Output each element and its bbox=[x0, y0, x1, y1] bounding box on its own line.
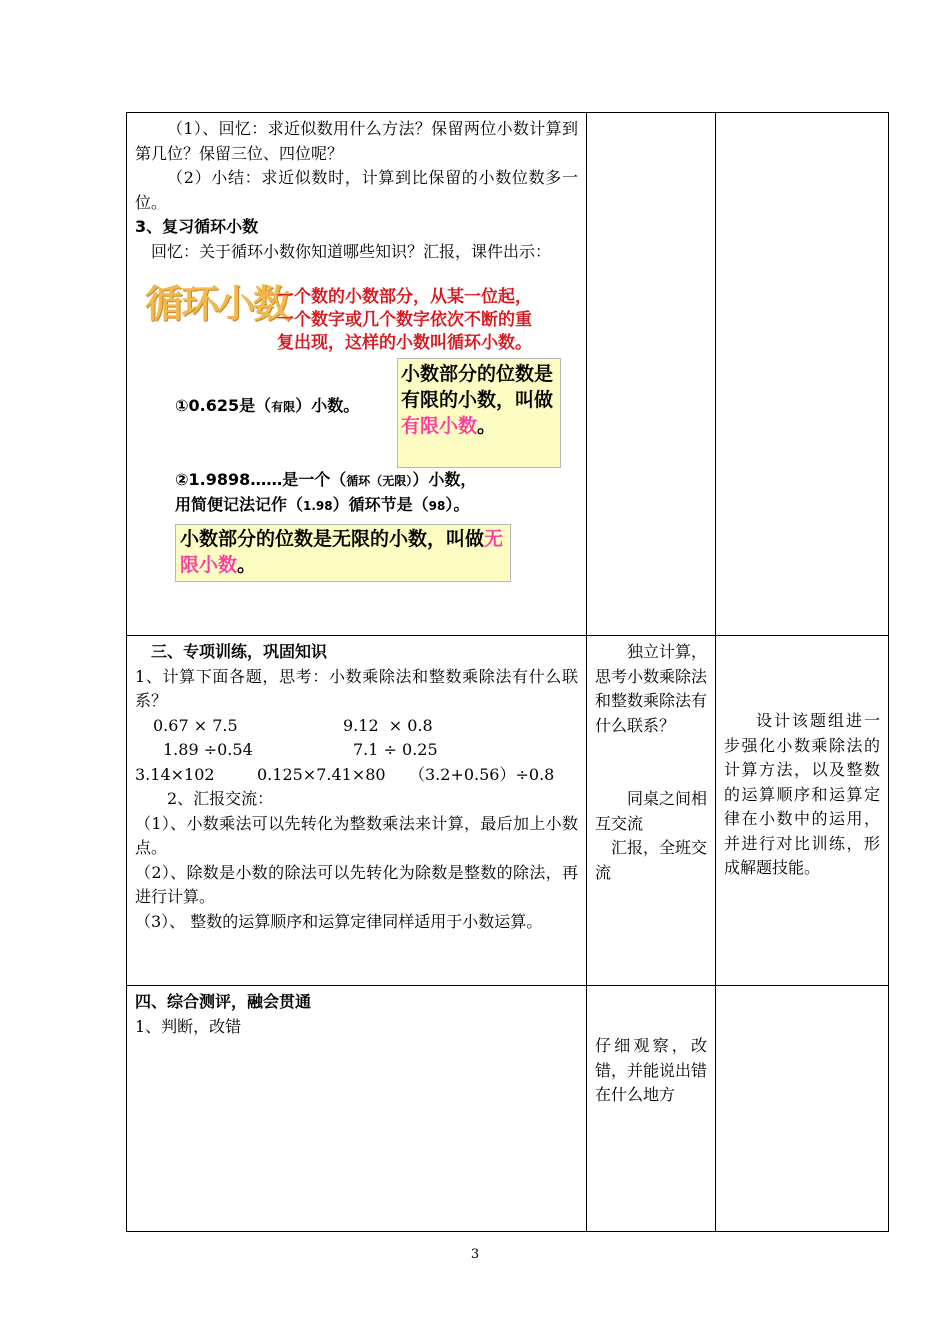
calc-row bbox=[135, 763, 578, 788]
student-activity-cell bbox=[587, 636, 716, 986]
q2-line2-start: 用简便记法记作（ bbox=[175, 495, 304, 514]
student-activity-cell bbox=[587, 113, 716, 636]
calc-item: 0.125×7.41×80 bbox=[257, 764, 386, 784]
teaching-process-cell bbox=[127, 113, 587, 636]
student-activity-text: 同桌之间相互交流 bbox=[595, 789, 708, 833]
finite-decimal-box bbox=[397, 358, 561, 468]
calc-row bbox=[135, 714, 578, 739]
summary-text: （2）小结：求近似数时，计算到比保留的小数位数多一位。 bbox=[135, 168, 578, 212]
infinite-decimal-box bbox=[175, 524, 511, 582]
summary-point: （2）、除数是小数的除法可以先转化为除数是整数的除法，再进行计算。 bbox=[135, 862, 578, 906]
question-1 bbox=[175, 394, 389, 419]
calc-item: （3.2+0.56）÷0.8 bbox=[409, 764, 555, 784]
recall-question: （1）、回忆：求近似数用什么方法？保留两位小数计算到第几位？保留三位、四位呢？ bbox=[135, 119, 578, 163]
student-activity-text: 汇报，全班交流 bbox=[595, 838, 708, 882]
summary-point: （1）、小数乘法可以先转化为整数乘法来计算，最后加上小数点。 bbox=[135, 813, 578, 857]
table-row bbox=[127, 986, 889, 1232]
task-text: 1、判断，改错 bbox=[135, 1016, 242, 1036]
teaching-process-cell bbox=[127, 636, 587, 986]
calc-item: 3.14×102 bbox=[135, 764, 215, 784]
design-intent-cell bbox=[716, 986, 889, 1232]
highlight-term: 有限小数 bbox=[401, 415, 478, 437]
calc-row bbox=[135, 738, 578, 763]
q2-line2-end: ）。 bbox=[445, 495, 470, 514]
design-intent-cell bbox=[716, 636, 889, 986]
teaching-process-cell bbox=[127, 986, 587, 1232]
q2-start: ②1.9898……是一个（ bbox=[175, 470, 347, 489]
table-row bbox=[127, 636, 889, 986]
highlight-term: 无限小数 bbox=[180, 528, 504, 576]
section-heading: 四、综合测评，融会贯通 bbox=[135, 992, 312, 1011]
recall-text: 回忆：关于循环小数你知道哪些知识？汇报，课件出示： bbox=[151, 241, 552, 261]
q2-mid: ）小数， bbox=[412, 470, 477, 489]
box-end: 。 bbox=[477, 415, 497, 437]
box-text: 小数部分的位数是无限的小数，叫做 bbox=[180, 528, 485, 550]
calc-item: 1.89 ÷0.54 bbox=[163, 740, 253, 759]
box-text: 小数部分的位数是有限的小数，叫做 bbox=[401, 363, 554, 411]
calc-item: 9.12 × 0.8 bbox=[343, 715, 433, 735]
calc-item: 0.67 × 7.5 bbox=[153, 715, 238, 735]
table-row bbox=[127, 113, 889, 636]
section-heading: 3、复习循环小数 bbox=[135, 217, 259, 236]
section-heading: 三、专项训练，巩固知识 bbox=[151, 642, 328, 661]
q1-answer: 有限 bbox=[271, 400, 296, 414]
question-2 bbox=[175, 468, 575, 518]
summary-point: （3）、 整数的运算顺序和运算定律同样适用于小数运算。 bbox=[135, 911, 543, 931]
q2-line2-mid: ）循环节是（ bbox=[332, 495, 429, 514]
slide-definition: 一个数的小数部分，从某一位起，一个数字或几个数字依次不断的重复出现，这样的小数叫循环小数。 bbox=[277, 287, 532, 353]
lesson-plan-table bbox=[126, 112, 889, 1232]
q2-answer: 循环（无限） bbox=[346, 474, 413, 488]
slide-title: 循环小数 bbox=[145, 282, 290, 326]
design-intent-text: 设计该题组进一步强化小数乘除法的计算方法，以及整数的运算顺序和运算定律在小数中的运用，并进行对比训练，形成解题技能。 bbox=[724, 711, 880, 877]
student-activity-text: 仔细观察，改错，并能说出错在什么地方 bbox=[595, 1036, 708, 1104]
q2-period: 98 bbox=[428, 499, 446, 513]
q2-notation: 1.98 bbox=[303, 499, 333, 513]
courseware-slide bbox=[135, 278, 575, 578]
student-activity-text: 独立计算，思考小数乘除法和整数乘除法有什么联系？ bbox=[595, 642, 708, 735]
design-intent-cell bbox=[716, 113, 889, 636]
task-text: 1、计算下面各题，思考：小数乘除法和整数乘除法有什么联系？ bbox=[135, 666, 578, 710]
page-number: 3 bbox=[470, 1247, 480, 1262]
student-activity-cell bbox=[587, 986, 716, 1232]
q1-end: ）小数。 bbox=[295, 396, 360, 415]
box-end: 。 bbox=[237, 554, 257, 576]
q1-start: ①0.625是（ bbox=[175, 396, 272, 415]
report-heading: 2、汇报交流： bbox=[167, 789, 274, 808]
calc-item: 7.1 ÷ 0.25 bbox=[353, 740, 438, 759]
